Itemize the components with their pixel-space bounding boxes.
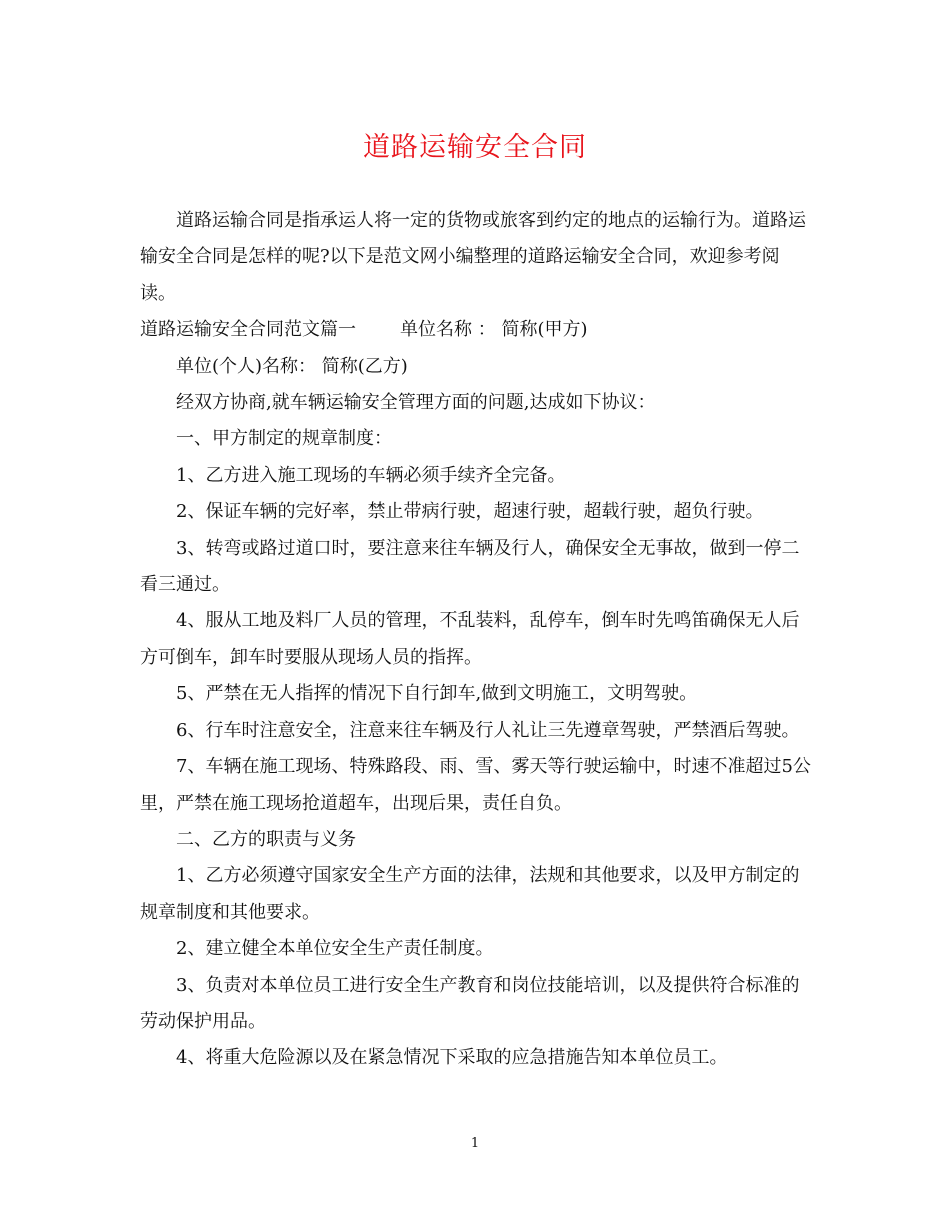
page-number: 1 bbox=[470, 1136, 480, 1151]
section-2-item: 3、负责对本单位员工进行安全生产教育和岗位技能培训，以及提供符合标准的劳动保护用品。 bbox=[140, 974, 800, 1032]
intro-paragraph: 道路运输合同是指承运人将一定的货物或旅客到约定的地点的运输行为。道路运输安全合同是怎样的呢?以下是范文网小编整理的道路运输安全合同，欢迎参考阅读。 bbox=[140, 210, 806, 304]
section-1-item: 3、转弯或路过道口时，要注意来往车辆及行人，确保安全无事故，做到一停二看三通过。 bbox=[140, 537, 800, 596]
document-body bbox=[140, 203, 812, 1077]
section-1-item: 4、服从工地及料厂人员的管理，不乱装料，乱停车，倒车时先鸣笛确保无人后方可倒车，卸车时要服从现场人员的指挥。 bbox=[140, 610, 800, 668]
party-b-line: 单位(个人)名称： 简称(乙方) bbox=[176, 355, 408, 377]
party-a-line bbox=[140, 312, 812, 348]
section-2-item: 2、建立健全本单位安全生产责任制度。 bbox=[176, 938, 494, 960]
agreement-line: 经双方协商,就车辆运输安全管理方面的问题,达成如下协议： bbox=[176, 392, 656, 414]
section-1-item: 1、乙方进入施工现场的车辆必须手续齐全完备。 bbox=[176, 464, 566, 486]
section-1-item: 5、严禁在无人指挥的情况下自行卸车,做到文明施工，文明驾驶。 bbox=[176, 683, 698, 705]
section-1-title: 一、甲方制定的规章制度： bbox=[176, 428, 392, 450]
section-1-item: 2、保证车辆的完好率，禁止带病行驶，超速行驶，超载行驶，超负行驶。 bbox=[176, 501, 764, 523]
sample-heading: 道路运输安全合同范文篇一 bbox=[140, 319, 356, 341]
section-1-item: 6、行车时注意安全，注意来往车辆及行人礼让三先遵章驾驶，严禁酒后驾驶。 bbox=[176, 719, 800, 741]
section-2-item: 1、乙方必须遵守国家安全生产方面的法律，法规和其他要求，以及甲方制定的规章制度和其他要求。 bbox=[140, 865, 800, 923]
section-2-title: 二、乙方的职责与义务 bbox=[176, 828, 356, 850]
document-title: 道路运输安全合同 bbox=[363, 132, 587, 163]
section-2-item: 4、将重大危险源以及在紧急情况下采取的应急措施告知本单位员工。 bbox=[176, 1047, 728, 1069]
section-1-item: 7、车辆在施工现场、特殊路段、雨、雪、雾天等行驶运输中，时速不准超过5公里，严禁在施工现场抢道超车，出现后果，责任自负。 bbox=[140, 756, 811, 814]
party-a-name: 单位名称 ： 简称(甲方) bbox=[400, 319, 588, 341]
